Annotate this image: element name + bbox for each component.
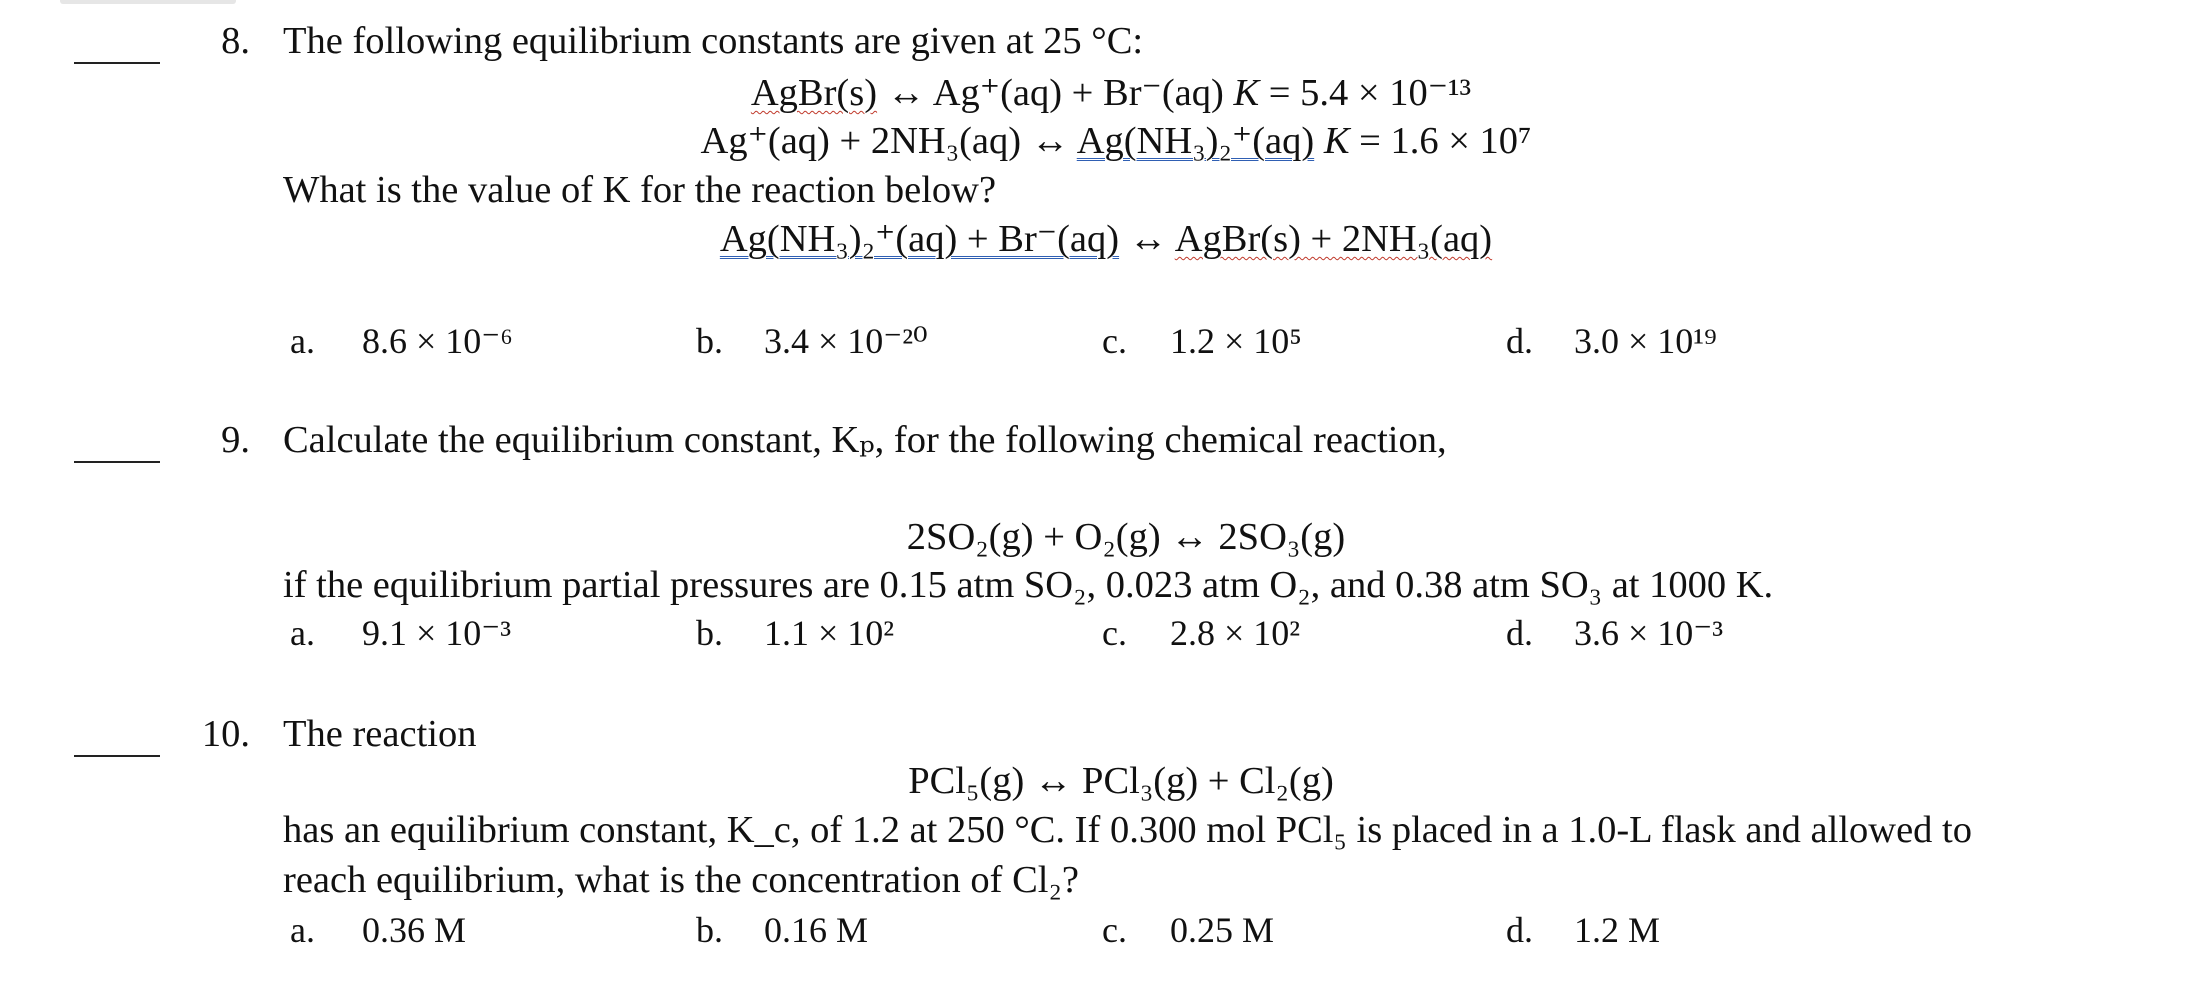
q8-option-c-value[interactable]: 1.2 × 10⁵ <box>1170 321 1302 361</box>
question-10-body-line-2: reach equilibrium, what is the concentration of Cl₂? <box>283 859 1079 901</box>
q9-option-d-value[interactable]: 3.6 × 10⁻³ <box>1574 613 1724 653</box>
q8-option-c-label: c. <box>1102 321 1127 361</box>
q8-option-d-label: d. <box>1506 321 1533 361</box>
q8-r2-k-label: K <box>1323 120 1350 162</box>
q9-option-a-value[interactable]: 9.1 × 10⁻³ <box>362 613 512 653</box>
question-number-8: 8. <box>221 20 250 62</box>
q9-option-c-value[interactable]: 2.8 × 10² <box>1170 613 1301 653</box>
q9-lhs: 2SO₂(g) + O₂(g) <box>906 516 1161 558</box>
question-9-stem: Calculate the equilibrium constant, Kₚ, for the following chemical reaction, <box>283 419 1447 461</box>
q8-target-rhs: AgBr(s) + 2NH₃(aq) <box>1174 218 1493 260</box>
q8-option-a-label: a. <box>290 321 315 361</box>
q10-reaction <box>0 758 2212 804</box>
answer-blank-9[interactable] <box>74 461 160 463</box>
scroll-indicator <box>60 0 236 4</box>
question-number-10: 10. <box>201 713 250 755</box>
q8-r2-k-value: = 1.6 × 10⁷ <box>1359 120 1532 162</box>
q9-rhs: 2SO₃(g) <box>1218 516 1346 558</box>
q8-target-lhs: Ag(NH₃)₂⁺(aq) + Br⁻(aq) <box>719 218 1120 260</box>
q9-option-b-value[interactable]: 1.1 × 10² <box>764 613 895 653</box>
q8-option-b-label: b. <box>696 321 723 361</box>
q10-option-d-label: d. <box>1506 910 1533 950</box>
q10-option-b-value[interactable]: 0.16 M <box>764 910 869 950</box>
q10-option-d-value[interactable]: 1.2 M <box>1574 910 1661 950</box>
answer-blank-10[interactable] <box>74 755 160 757</box>
q8-target-reaction <box>0 216 2212 262</box>
q10-option-c-label: c. <box>1102 910 1127 950</box>
q8-r1-k-value: = 5.4 × 10⁻¹³ <box>1268 72 1472 114</box>
q10-lhs: PCl₅(g) <box>908 760 1025 802</box>
q8-option-b-value[interactable]: 3.4 × 10⁻²⁰ <box>764 321 928 361</box>
q9-option-a-label: a. <box>290 613 315 653</box>
q8-r2-rhs: Ag(NH₃)₂⁺(aq) <box>1076 120 1315 162</box>
q9-option-b-label: b. <box>696 613 723 653</box>
q8-r1-lhs: AgBr(s) <box>750 72 878 114</box>
q9-option-c-label: c. <box>1102 613 1127 653</box>
q8-option-a-value[interactable]: 8.6 × 10⁻⁶ <box>362 321 513 361</box>
question-9-condition: if the equilibrium partial pressures are 0.15 atm SO₂, 0.023 atm O₂, and 0.38 atm SO₃ at 1000 K. <box>283 564 1774 606</box>
q8-r2-lhs: Ag⁺(aq) + 2NH₃(aq) <box>700 120 1022 162</box>
equilibrium-arrow: ↔ <box>1033 760 1073 802</box>
q10-option-a-value[interactable]: 0.36 M <box>362 910 467 950</box>
q8-r1-k-label: K <box>1233 72 1260 114</box>
equilibrium-arrow: ↔ <box>1170 516 1209 558</box>
answer-blank-8[interactable] <box>74 62 160 64</box>
q10-rhs: PCl₃(g) + Cl₂(g) <box>1082 760 1334 802</box>
equilibrium-arrow: ↔ <box>1128 218 1168 260</box>
q10-option-b-label: b. <box>696 910 723 950</box>
question-8-stem: The following equilibrium constants are given at 25 °C: <box>283 20 1144 62</box>
q8-reaction-1 <box>0 70 2212 116</box>
q9-reaction <box>0 514 2212 560</box>
question-number-9: 9. <box>221 419 250 461</box>
question-10-stem: The reaction <box>283 713 477 755</box>
equilibrium-arrow: ↔ <box>886 72 926 114</box>
question-8-prompt: What is the value of K for the reaction below? <box>283 169 997 211</box>
q8-r1-rhs: Ag⁺(aq) + Br⁻(aq) <box>932 72 1224 114</box>
q8-reaction-2 <box>0 118 2212 164</box>
equilibrium-arrow: ↔ <box>1030 120 1070 162</box>
q10-option-c-value[interactable]: 0.25 M <box>1170 910 1275 950</box>
q10-option-a-label: a. <box>290 910 315 950</box>
q9-option-d-label: d. <box>1506 613 1533 653</box>
q8-option-d-value[interactable]: 3.0 × 10¹⁹ <box>1574 321 1717 361</box>
question-10-body-line-1: has an equilibrium constant, K_c, of 1.2 at 250 °C. If 0.300 mol PCl₅ is placed in a 1.0-L flask and allowed to <box>283 809 1972 851</box>
